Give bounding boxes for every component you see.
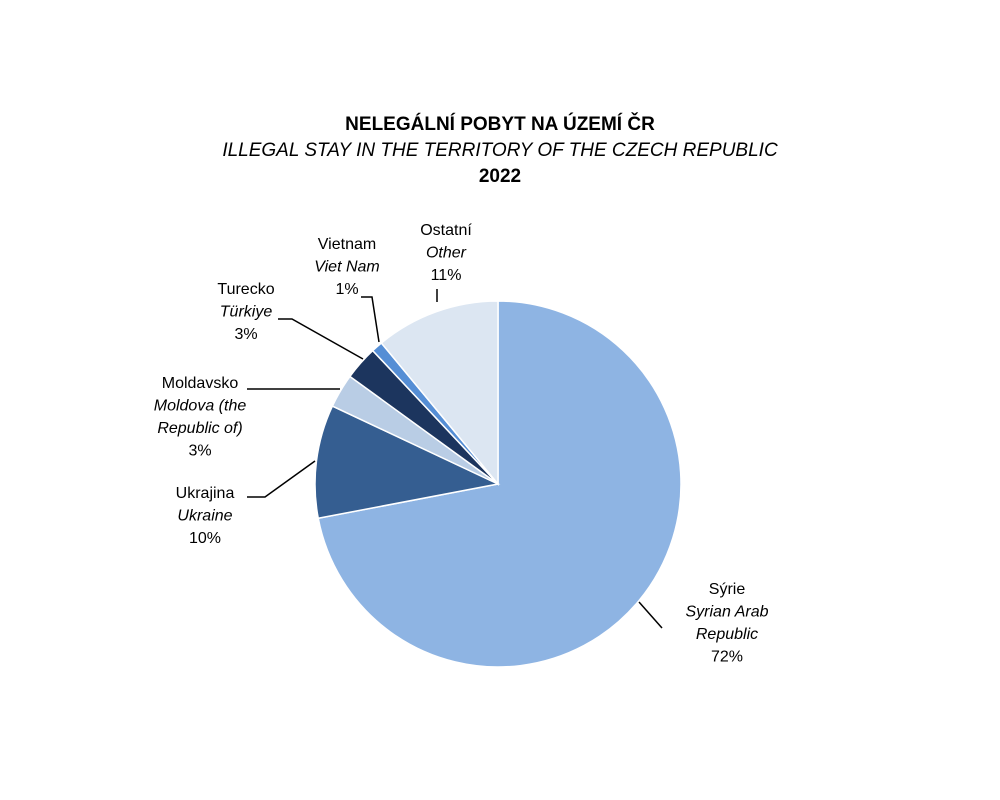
slice-label-en-0-syria: Syrian Arab bbox=[685, 603, 769, 621]
slice-label-cz-turkey: Turecko bbox=[217, 281, 275, 298]
leader-line-vietnam bbox=[361, 297, 379, 342]
slice-label-en-1-syria: Republic bbox=[695, 626, 759, 643]
slice-label-en-0-ukraine: Ukraine bbox=[177, 507, 233, 525]
slice-value-label-syria: 72% bbox=[710, 648, 744, 666]
slice-label-cz-ukraine: Ukrajina bbox=[175, 485, 235, 502]
slice-label-cz-syria: Sýrie bbox=[708, 581, 746, 598]
leader-line-ukraine bbox=[247, 461, 315, 497]
chart-subtitle: ILLEGAL STAY IN THE TERRITORY OF THE CZECH REPUBLIC bbox=[222, 140, 778, 161]
slice-label-en-0-moldova: Moldova (the bbox=[153, 397, 247, 415]
slice-label-cz-vietnam: Vietnam bbox=[317, 236, 377, 253]
leader-line-syria bbox=[639, 602, 662, 628]
slice-label-en-0-other: Other bbox=[425, 244, 467, 262]
slice-label-cz-moldova: Moldavsko bbox=[161, 375, 239, 392]
slice-label-cz-other: Ostatní bbox=[420, 222, 472, 239]
slice-value-label-ukraine: 10% bbox=[188, 530, 222, 547]
chart-title: NELEGÁLNÍ POBYT NA ÚZEMÍ ČR bbox=[345, 114, 655, 135]
slice-label-en-0-turkey: Türkiye bbox=[219, 303, 273, 321]
slice-label-en-0-vietnam: Viet Nam bbox=[314, 258, 380, 276]
chart-year: 2022 bbox=[478, 166, 522, 187]
slice-label-en-1-moldova: Republic of) bbox=[157, 420, 243, 437]
leader-line-turkey bbox=[278, 319, 363, 359]
slice-value-label-moldova: 3% bbox=[188, 442, 212, 460]
slice-value-label-turkey: 3% bbox=[234, 326, 258, 343]
slice-value-label-other: 11% bbox=[430, 267, 462, 284]
slice-value-label-vietnam: 1% bbox=[335, 281, 359, 298]
